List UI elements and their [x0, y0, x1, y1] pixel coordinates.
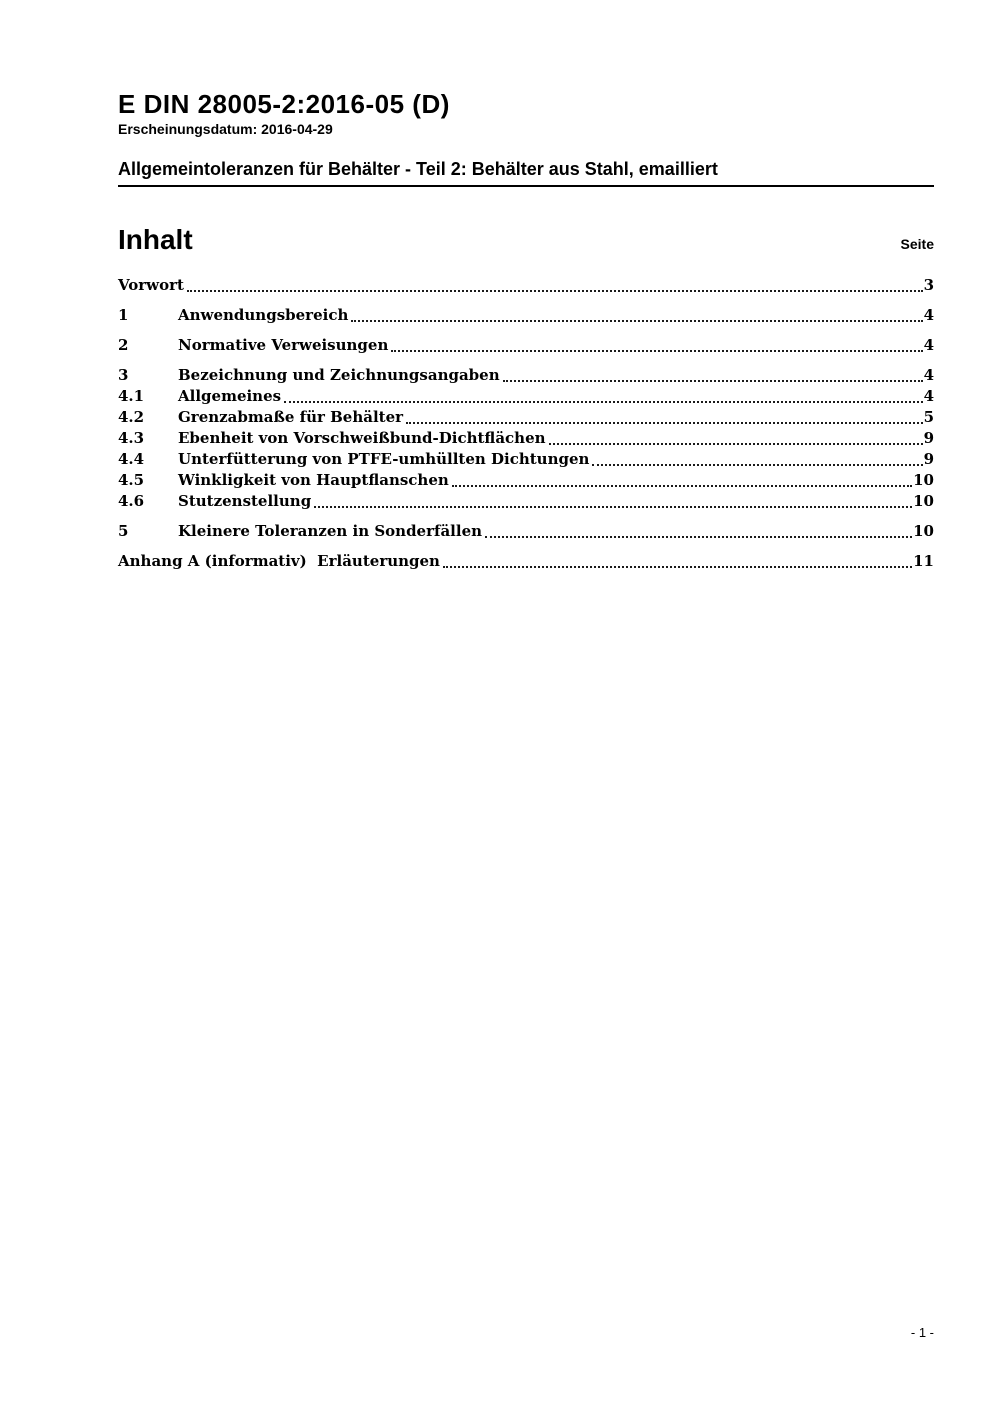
- toc-entry-page: 3: [923, 276, 934, 294]
- toc-entry-page: 10: [913, 522, 934, 540]
- toc-entry-number: 4.4: [118, 450, 145, 468]
- toc-entry-page: 10: [913, 471, 934, 489]
- toc-entry-number: 4.2: [118, 408, 145, 426]
- document-header: [118, 0, 934, 187]
- toc-header: [118, 225, 934, 255]
- toc-dot-leader: [284, 401, 922, 403]
- toc-entry-number: 4.1: [118, 387, 145, 405]
- toc-entry-page: 11: [913, 552, 934, 570]
- toc-list: [118, 275, 934, 572]
- toc-entry-page: 5: [923, 408, 934, 426]
- toc-dot-leader: [391, 350, 922, 352]
- toc-dot-leader: [443, 566, 912, 568]
- toc-dot-leader: [592, 464, 922, 466]
- toc-entry-row: [118, 449, 934, 470]
- toc-entry-page: 4: [923, 387, 934, 405]
- toc-entry-title: Bezeichnung und Zeichnungsangaben: [178, 366, 500, 384]
- toc-entry-title: Allgemeines: [178, 387, 282, 405]
- toc-entry-title: Vorwort: [118, 276, 184, 294]
- toc-dot-leader: [503, 380, 923, 382]
- toc-entry-title: Unterfütterung von PTFE-umhüllten Dichtungen: [178, 450, 590, 468]
- toc-entry-page: 9: [923, 450, 934, 468]
- toc-entry-title: Winkligkeit von Hauptflanschen: [178, 471, 449, 489]
- toc-entry-row: [118, 365, 934, 386]
- toc-dot-leader: [485, 536, 912, 538]
- toc-entry-row: [118, 275, 934, 296]
- page-content: [118, 0, 934, 572]
- toc-entry-row: [118, 551, 934, 572]
- page-number-footer: - 1 -: [910, 1325, 934, 1340]
- toc-heading: Inhalt: [118, 224, 193, 255]
- toc-entry-title: Stutzenstellung: [178, 492, 312, 510]
- toc-entry-number: 2: [118, 336, 129, 354]
- toc-entry-page: 9: [923, 429, 934, 447]
- toc-entry-number: 4.6: [118, 492, 145, 510]
- toc-entry-title: Normative Verweisungen: [178, 336, 389, 354]
- toc-entry-row: [118, 305, 934, 326]
- toc-entry-title: Anhang A (informativ) Erläuterungen: [118, 552, 440, 570]
- doc-number-title: E DIN 28005-2:2016-05 (D): [118, 89, 450, 119]
- doc-title: Allgemeintoleranzen für Behälter - Teil 2: Behälter aus Stahl, emailliert: [118, 159, 934, 187]
- toc-dot-leader: [314, 506, 912, 508]
- toc-entry-title: Kleinere Toleranzen in Sonderfällen: [178, 522, 483, 540]
- toc-entry-row: [118, 491, 934, 512]
- toc-entry-page: 4: [923, 336, 934, 354]
- toc-entry-number: 4.3: [118, 429, 145, 447]
- toc-dot-leader: [406, 422, 923, 424]
- toc-dot-leader: [351, 320, 922, 322]
- toc-entry-page: 10: [913, 492, 934, 510]
- toc-entry-row: [118, 386, 934, 407]
- toc-entry-number: 3: [118, 366, 129, 384]
- toc-entry-title: Grenzabmaße für Behälter: [178, 408, 404, 426]
- toc-entry-row: [118, 428, 934, 449]
- toc-entry-page: 4: [923, 366, 934, 384]
- toc-entry-number: 1: [118, 306, 129, 324]
- toc-dot-leader: [187, 290, 923, 292]
- toc-entry-row: [118, 407, 934, 428]
- toc-page-column-label: Seite: [900, 236, 934, 252]
- toc-entry-row: [118, 335, 934, 356]
- table-of-contents: [118, 225, 934, 572]
- toc-entry-row: [118, 521, 934, 542]
- toc-entry-title: Anwendungsbereich: [178, 306, 349, 324]
- toc-dot-leader: [549, 443, 923, 445]
- toc-entry-title: Ebenheit von Vorschweißbund-Dichtflächen: [178, 429, 546, 447]
- toc-entry-number: 4.5: [118, 471, 145, 489]
- toc-dot-leader: [452, 485, 912, 487]
- release-date: Erscheinungsdatum: 2016-04-29: [118, 121, 333, 137]
- toc-entry-page: 4: [923, 306, 934, 324]
- toc-entry-number: 5: [118, 522, 129, 540]
- toc-entry-row: [118, 470, 934, 491]
